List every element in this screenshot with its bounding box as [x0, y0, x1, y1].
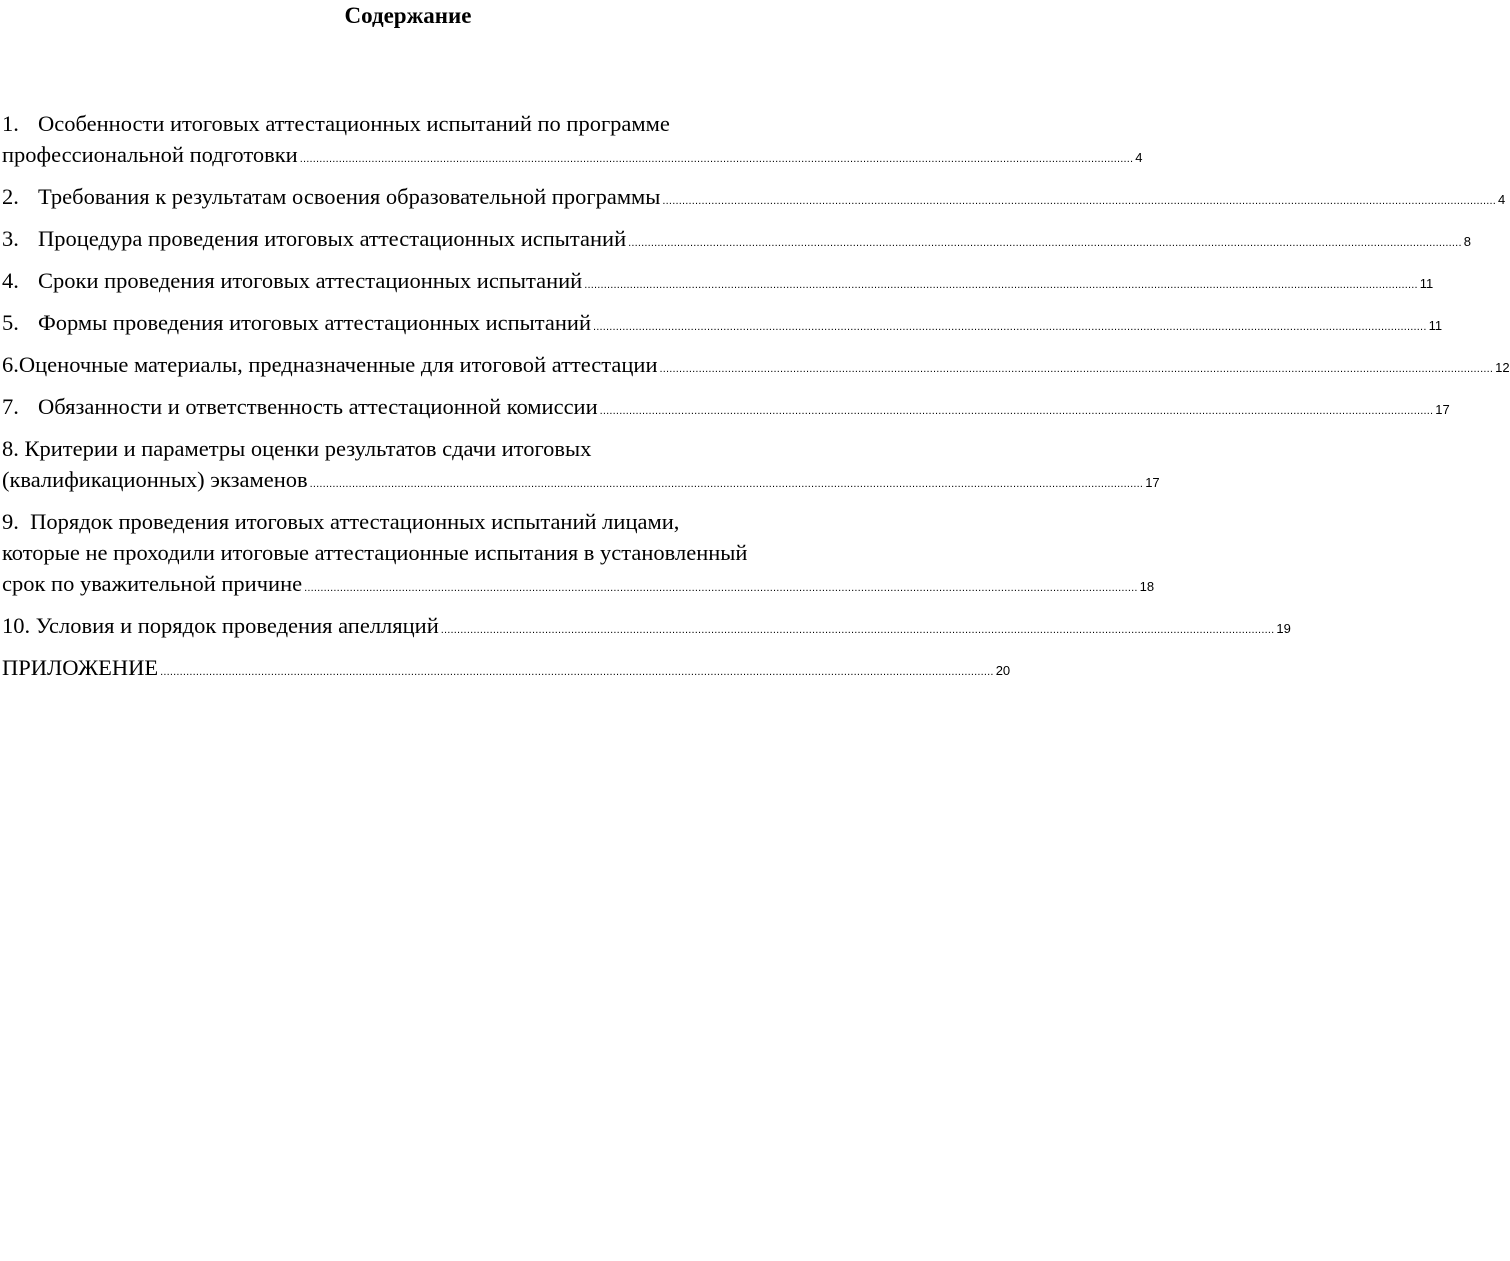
toc-entry-text: 4. Сроки проведения итоговых аттестационных испытаний	[2, 265, 582, 296]
toc-entry-9[interactable]	[2, 506, 1155, 604]
page-title: Содержание	[344, 3, 472, 28]
toc-entry-6[interactable]	[2, 349, 1510, 385]
toc-page-number: 17	[1145, 475, 1160, 490]
toc-entry-text: 2. Требования к результатам освоения образовательной программы	[2, 181, 660, 212]
dot-leader: ................................................................................................................................................................................................................................................................	[593, 321, 1427, 333]
toc-entry-5[interactable]	[2, 307, 1443, 343]
toc-page-number: 12	[1495, 360, 1510, 375]
dot-leader: ................................................................................................................................................................................................................................................................	[599, 405, 1434, 417]
toc-page-number: 20	[995, 663, 1011, 678]
toc-entry-line	[2, 265, 1434, 301]
toc-entry-text: (квалификационных) экзаменов	[2, 467, 308, 492]
toc-entry-number: 7.	[2, 394, 19, 419]
toc-entry-number: 2.	[2, 184, 19, 209]
toc-entry-text: 7. Обязанности и ответственность аттестационной комиссии	[2, 391, 598, 422]
toc-entry-text: ПРИЛОЖЕНИЕ	[2, 655, 159, 680]
table-of-contents	[2, 108, 1510, 694]
toc-entry-line	[2, 568, 1155, 604]
dot-leader: ................................................................................................................................................................................................................................................................	[440, 624, 1275, 636]
toc-entry-line	[2, 139, 1143, 175]
dot-leader: ................................................................................................................................................................................................................................................................	[628, 237, 1462, 249]
toc-entry-line	[2, 391, 1450, 427]
dot-leader: ................................................................................................................................................................................................................................................................	[299, 153, 1134, 165]
toc-entry-3[interactable]	[2, 223, 1471, 259]
toc-entry-text: Порядок проведения итоговых аттестационных испытаний лицами,	[30, 509, 680, 534]
toc-entry-8[interactable]	[2, 433, 1160, 500]
toc-entry-line	[2, 506, 814, 537]
toc-entry-line	[2, 610, 1291, 646]
toc-entry-text: Особенности итоговых аттестационных испытаний по программе	[38, 111, 670, 136]
dot-leader: ................................................................................................................................................................................................................................................................	[662, 195, 1496, 207]
toc-page-number: 4	[1135, 150, 1143, 165]
toc-entry-line	[2, 223, 1471, 259]
toc-page-number: 17	[1435, 402, 1450, 417]
toc-entry-1[interactable]	[2, 108, 1143, 175]
toc-entry-number: 9.	[2, 509, 19, 534]
toc-entry-line	[2, 108, 814, 139]
toc-entry-number: 5.	[2, 310, 19, 335]
dot-leader: ................................................................................................................................................................................................................................................................	[659, 363, 1494, 375]
toc-page-number: 8	[1463, 234, 1471, 249]
toc-entry-text: Критерии и параметры оценки результатов сдачи итоговых	[24, 436, 592, 461]
toc-entry-7[interactable]	[2, 391, 1450, 427]
toc-entry-text: 5. Формы проведения итоговых аттестационных испытаний	[2, 307, 591, 338]
toc-entry-text: 6.Оценочные материалы, предназначенные для итоговой аттестации	[2, 349, 658, 380]
toc-entry-number: 3.	[2, 226, 19, 251]
toc-entry-line	[2, 349, 1510, 385]
dot-leader: ................................................................................................................................................................................................................................................................	[309, 478, 1144, 490]
toc-entry-line	[2, 307, 1443, 343]
toc-page-number: 18	[1139, 579, 1155, 594]
toc-entry-2[interactable]	[2, 181, 1506, 217]
dot-leader: ................................................................................................................................................................................................................................................................	[304, 582, 1138, 594]
toc-entry-number: 4.	[2, 268, 19, 293]
toc-entry-text: 10. Условия и порядок проведения апелляций	[2, 610, 439, 641]
toc-entry-number: 6.	[2, 352, 19, 377]
toc-page-number: 11	[1419, 276, 1434, 291]
toc-page-number: 11	[1428, 318, 1443, 333]
dot-leader: ................................................................................................................................................................................................................................................................	[584, 279, 1418, 291]
toc-page-number: 19	[1276, 621, 1291, 636]
toc-entry-text: срок по уважительной причине	[2, 571, 303, 596]
toc-entry-text: которые не проходили итоговые аттестационные испытания в установленный	[2, 540, 748, 565]
toc-entry-text: 3. Процедура проведения итоговых аттестационных испытаний	[2, 223, 626, 254]
toc-entry-number: 8.	[2, 436, 19, 461]
toc-entry-appendix[interactable]	[2, 652, 1011, 688]
toc-entry-line	[2, 433, 814, 464]
toc-entry-number: 10.	[2, 613, 31, 638]
toc-entry-10[interactable]	[2, 610, 1291, 646]
toc-entry-4[interactable]	[2, 265, 1434, 301]
toc-entry-text: профессиональной подготовки	[2, 142, 298, 167]
toc-entry-line	[2, 537, 814, 568]
toc-entry-number: 1.	[2, 111, 19, 136]
toc-entry-line	[2, 464, 1160, 500]
toc-entry-line	[2, 181, 1506, 217]
toc-entry-line	[2, 652, 1011, 688]
toc-page-number: 4	[1498, 192, 1506, 207]
dot-leader: ................................................................................................................................................................................................................................................................	[160, 666, 994, 678]
